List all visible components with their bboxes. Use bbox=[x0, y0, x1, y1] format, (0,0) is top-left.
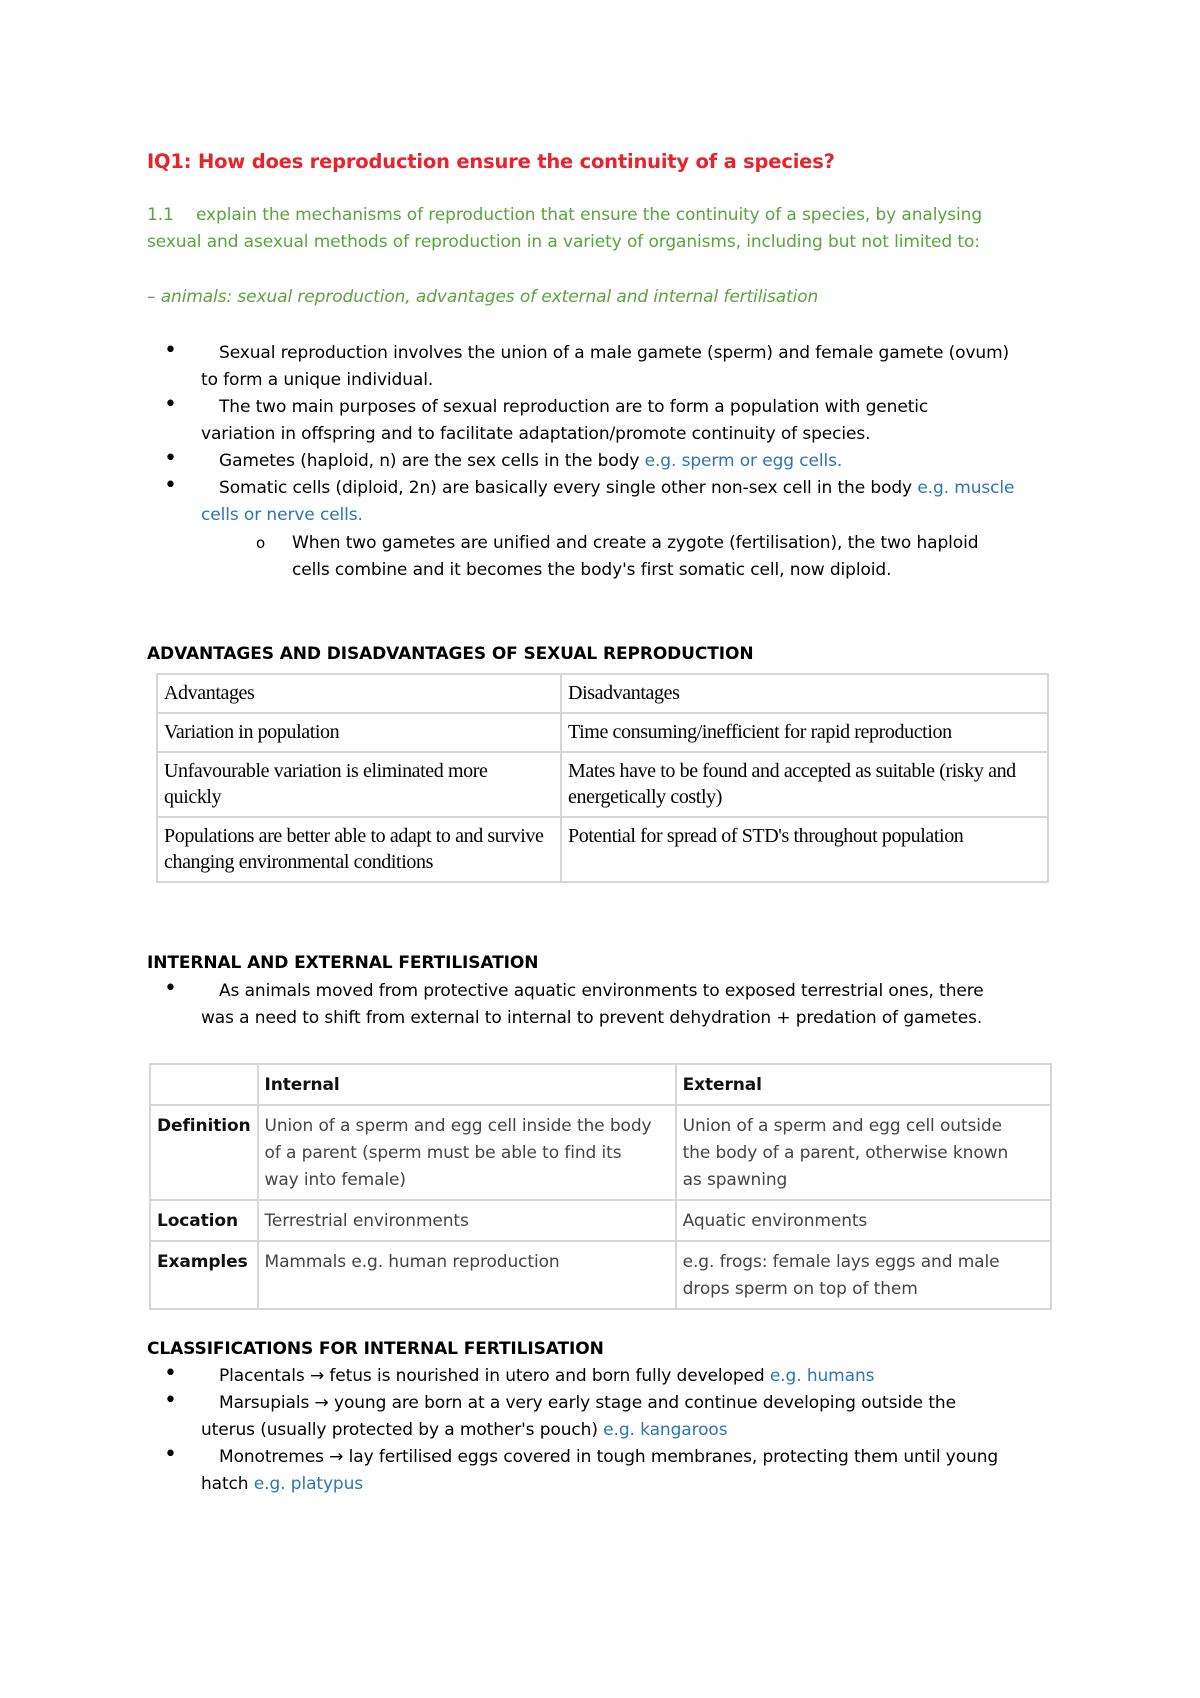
cell-line: Mates have to be found and accepted as suitable (risky and bbox=[568, 760, 1016, 782]
bullet-glyph: • bbox=[164, 976, 177, 1001]
cell-line: way into female) bbox=[264, 1170, 406, 1190]
class-name: Placentals bbox=[219, 1366, 310, 1386]
class-monotremes-line-2 bbox=[201, 1471, 363, 1498]
row-label-location: Location bbox=[150, 1200, 258, 1241]
bullet-2-line-2: variation in offspring and to facilitate adaptation/promote continuity of species. bbox=[201, 424, 871, 444]
class-monotremes bbox=[219, 1444, 998, 1471]
cell-line: Populations are better able to adapt to and survive bbox=[164, 825, 544, 847]
cell-line: quickly bbox=[164, 786, 222, 808]
adv-section-heading: ADVANTAGES AND DISADVANTAGES OF SEXUAL REPRODUCTION bbox=[147, 644, 754, 664]
cell-line: drops sperm on top of them bbox=[682, 1279, 918, 1299]
table-cell bbox=[157, 817, 561, 882]
class-text: uterus (usually protected by a mother's pouch) bbox=[201, 1420, 604, 1440]
bullet-2-line-1: The two main purposes of sexual reproduction are to form a population with genetic bbox=[219, 397, 929, 417]
bullet-1-line-2: to form a unique individual. bbox=[201, 370, 434, 390]
fert-section-heading: INTERNAL AND EXTERNAL FERTILISATION bbox=[147, 953, 539, 973]
cell-line: e.g. frogs: female lays eggs and male bbox=[682, 1252, 1000, 1272]
table-cell-empty bbox=[150, 1064, 258, 1105]
table-cell: Potential for spread of STD's throughout population bbox=[561, 817, 1048, 882]
bullet-4-example-1: e.g. muscle bbox=[917, 478, 1015, 498]
bullet-glyph: • bbox=[164, 473, 177, 498]
class-marsupials bbox=[219, 1390, 956, 1417]
table-cell bbox=[258, 1105, 676, 1200]
cell-line: changing environmental conditions bbox=[164, 851, 433, 873]
table-cell: Terrestrial environments bbox=[258, 1200, 676, 1241]
table-header-external: External bbox=[676, 1064, 1051, 1105]
bullet-3 bbox=[219, 448, 842, 475]
class-section-heading: CLASSIFICATIONS FOR INTERNAL FERTILISATION bbox=[147, 1339, 604, 1359]
table-row bbox=[157, 752, 1048, 817]
table-row bbox=[150, 1105, 1051, 1200]
class-placentals bbox=[219, 1363, 874, 1390]
class-marsupials-line-2 bbox=[201, 1417, 727, 1444]
bullet-glyph: • bbox=[164, 446, 177, 471]
class-text: lay fertilised eggs covered in tough membranes, protecting them until young bbox=[343, 1447, 999, 1467]
bullet-glyph: • bbox=[164, 1442, 177, 1467]
class-example: e.g. platypus bbox=[253, 1474, 364, 1494]
row-label-definition: Definition bbox=[150, 1105, 258, 1200]
table-cell: Mammals e.g. human reproduction bbox=[258, 1241, 676, 1309]
class-example: e.g. humans bbox=[769, 1366, 875, 1386]
table-header-advantages: Advantages bbox=[157, 674, 561, 713]
arrow-icon: → bbox=[309, 1366, 325, 1386]
table-row bbox=[150, 1200, 1051, 1241]
arrow-icon: → bbox=[314, 1393, 329, 1413]
arrow-icon: → bbox=[329, 1447, 344, 1467]
bullet-glyph: • bbox=[164, 338, 177, 363]
bullet-1-line-1: Sexual reproduction involves the union of a male gamete (sperm) and female gamete (ovum) bbox=[219, 343, 1010, 363]
sub-bullet-glyph: o bbox=[256, 534, 266, 552]
cell-line: energetically costly) bbox=[568, 786, 722, 808]
page-title: IQ1: How does reproduction ensure the continuity of a species? bbox=[147, 150, 835, 173]
bullet-4-text: Somatic cells (diploid, 2n) are basically every single other non-sex cell in the body bbox=[219, 478, 918, 498]
cell-line: Unfavourable variation is eliminated more bbox=[164, 760, 488, 782]
table-cell: Variation in population bbox=[157, 713, 561, 752]
row-label-examples: Examples bbox=[150, 1241, 258, 1309]
fert-bullet-line-2: was a need to shift from external to internal to prevent dehydration + predation of gametes. bbox=[201, 1008, 983, 1028]
bullet-4 bbox=[219, 475, 1014, 502]
cell-line: the body of a parent, otherwise known bbox=[682, 1143, 1009, 1163]
outcome-line-2: sexual and asexual methods of reproduction in a variety of organisms, including but not limited to: bbox=[147, 232, 980, 252]
table-header-disadvantages: Disadvantages bbox=[561, 674, 1048, 713]
table-row bbox=[157, 817, 1048, 882]
sub-bullet-line-2: cells combine and it becomes the body's first somatic cell, now diploid. bbox=[292, 560, 892, 580]
fert-bullet-line-1: As animals moved from protective aquatic environments to exposed terrestrial ones, there bbox=[219, 981, 984, 1001]
cell-line: Union of a sperm and egg cell outside bbox=[682, 1116, 1002, 1136]
table-header-internal: Internal bbox=[258, 1064, 676, 1105]
table-cell bbox=[676, 1105, 1051, 1200]
table-row bbox=[150, 1064, 1051, 1105]
bullet-3-example: e.g. sperm or egg cells. bbox=[644, 451, 843, 471]
outcome-line-1: explain the mechanisms of reproduction that ensure the continuity of a species, by analysing bbox=[196, 205, 983, 225]
bullet-3-text: Gametes (haploid, n) are the sex cells in the body bbox=[219, 451, 645, 471]
cell-line: as spawning bbox=[682, 1170, 788, 1190]
class-text: hatch bbox=[201, 1474, 254, 1494]
class-text: fetus is nourished in utero and born fully developed bbox=[324, 1366, 770, 1386]
class-name: Monotremes bbox=[219, 1447, 330, 1467]
class-text: young are born at a very early stage and continue developing outside the bbox=[328, 1393, 956, 1413]
bullet-4-example-2: cells or nerve cells. bbox=[201, 505, 363, 525]
table-cell bbox=[676, 1241, 1051, 1309]
bullet-glyph: • bbox=[164, 1388, 177, 1413]
table-cell bbox=[561, 752, 1048, 817]
table-cell: Time consuming/inefficient for rapid reproduction bbox=[561, 713, 1048, 752]
bullet-glyph: • bbox=[164, 392, 177, 417]
cell-line: Union of a sperm and egg cell inside the body bbox=[264, 1116, 652, 1136]
class-example: e.g. kangaroos bbox=[603, 1420, 728, 1440]
bullet-glyph: • bbox=[164, 1361, 177, 1386]
sub-bullet-line-1: When two gametes are unified and create a zygote (fertilisation), the two haploid bbox=[292, 533, 979, 553]
table-row bbox=[157, 674, 1048, 713]
table-row bbox=[150, 1241, 1051, 1309]
table-cell bbox=[157, 752, 561, 817]
class-name: Marsupials bbox=[219, 1393, 315, 1413]
table-row bbox=[157, 713, 1048, 752]
cell-line: of a parent (sperm must be able to find its bbox=[264, 1143, 622, 1163]
subtopic: – animals: sexual reproduction, advantages of external and internal fertilisation bbox=[147, 287, 819, 307]
fertilisation-table bbox=[149, 1063, 1052, 1310]
table-cell: Aquatic environments bbox=[676, 1200, 1051, 1241]
outcome-number: 1.1 bbox=[147, 205, 174, 225]
adv-disadv-table bbox=[156, 673, 1049, 883]
